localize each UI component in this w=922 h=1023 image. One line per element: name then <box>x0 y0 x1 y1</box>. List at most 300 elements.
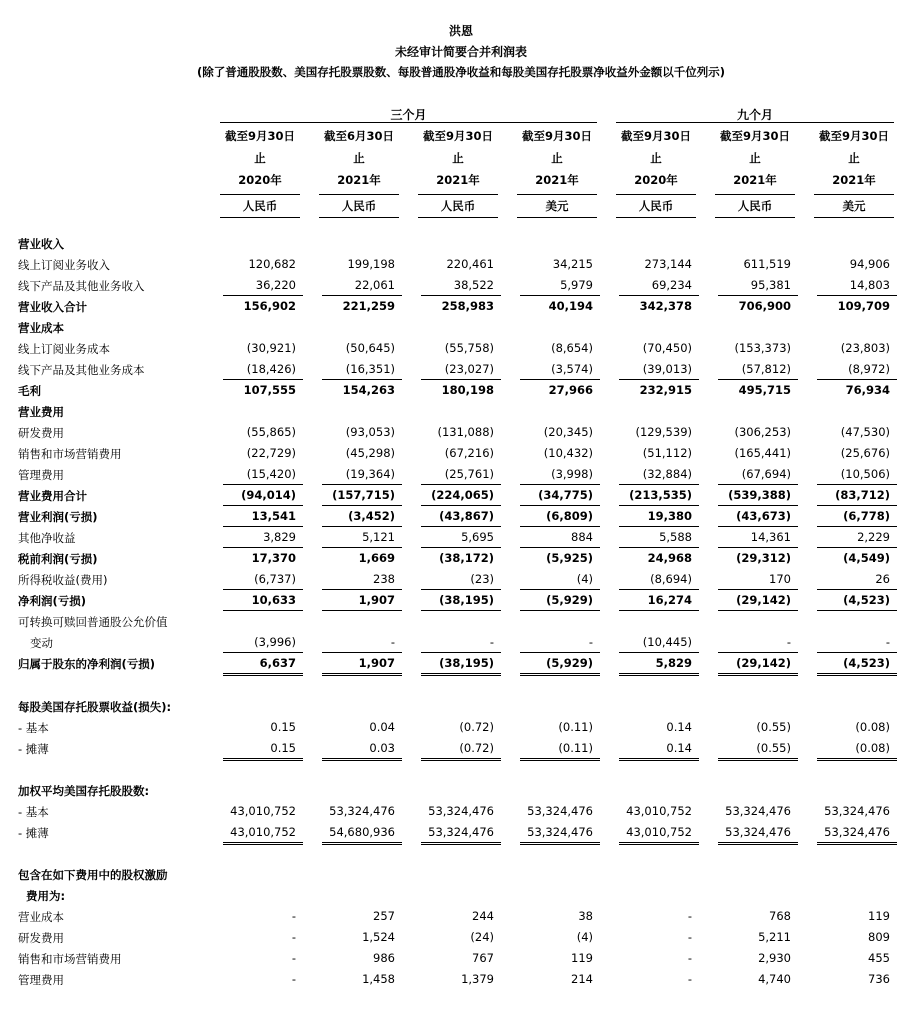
row-label: 每股美国存托股票收益(损失): <box>18 700 172 714</box>
double-rule <box>421 758 501 761</box>
table-cell: (45,298) <box>345 446 395 460</box>
table-cell: - <box>291 909 296 923</box>
row-label: 营业利润(亏损) <box>18 510 98 524</box>
column-header-l3: 2021年 <box>715 172 795 195</box>
column-header <box>814 128 894 218</box>
single-rule <box>421 589 501 590</box>
single-rule <box>322 652 402 653</box>
table-cell: 38 <box>578 909 593 923</box>
row-label: 营业成本 <box>18 910 64 924</box>
table-cell: - <box>291 930 296 944</box>
table-cell: (129,539) <box>635 425 692 439</box>
table-cell: 53,324,476 <box>824 825 890 839</box>
table-cell: 53,324,476 <box>428 825 494 839</box>
table-cell: - <box>291 951 296 965</box>
row-label: 所得税收益(费用) <box>18 573 108 587</box>
table-cell: 69,234 <box>651 278 692 292</box>
table-cell: 342,378 <box>639 299 692 313</box>
single-rule <box>817 379 897 380</box>
column-header-l4: 美元 <box>814 195 894 218</box>
column-header-l3: 2021年 <box>517 172 597 195</box>
single-rule <box>718 589 798 590</box>
table-cell: 5,979 <box>560 278 593 292</box>
table-cell: 53,324,476 <box>725 825 791 839</box>
table-cell: (157,715) <box>332 488 395 502</box>
table-cell: 1,458 <box>362 972 395 986</box>
table-cell: 120,682 <box>248 257 296 271</box>
table-cell: 0.14 <box>666 741 692 755</box>
row-label: 营业收入 <box>18 237 64 251</box>
single-rule <box>817 652 897 653</box>
row-label: 其他净收益 <box>18 531 76 545</box>
table-cell: (51,112) <box>642 446 692 460</box>
table-cell: 5,211 <box>758 930 791 944</box>
table-cell: (10,432) <box>543 446 593 460</box>
single-rule <box>520 547 600 548</box>
table-cell: 221,259 <box>342 299 395 313</box>
table-cell: (47,530) <box>840 425 890 439</box>
single-rule <box>421 526 501 527</box>
table-cell: 495,715 <box>738 383 791 397</box>
double-rule <box>817 758 897 761</box>
single-rule <box>223 589 303 590</box>
table-cell: 809 <box>868 930 890 944</box>
table-cell: (4) <box>576 572 593 586</box>
table-cell: (4) <box>576 930 593 944</box>
table-cell: - <box>390 635 395 649</box>
table-cell: 0.15 <box>270 741 296 755</box>
single-rule <box>817 589 897 590</box>
single-rule <box>817 526 897 527</box>
column-header-l1: 截至9月30日 <box>719 129 790 143</box>
row-label: - 摊薄 <box>18 826 49 840</box>
table-cell: (0.11) <box>558 720 593 734</box>
table-cell: (22,729) <box>246 446 296 460</box>
column-header-l2: 止 <box>452 151 464 165</box>
row-label: 营业费用合计 <box>18 489 87 503</box>
double-rule <box>817 673 897 676</box>
single-rule <box>421 652 501 653</box>
table-cell: 238 <box>373 572 395 586</box>
single-rule <box>817 484 897 485</box>
table-cell: 14,361 <box>750 530 791 544</box>
group-header: 九个月 <box>736 108 773 122</box>
column-header-l2: 止 <box>254 151 266 165</box>
single-rule <box>322 295 402 296</box>
double-rule <box>322 673 402 676</box>
column-header-l1: 截至6月30日 <box>323 129 394 143</box>
single-rule <box>223 379 303 380</box>
single-rule <box>817 547 897 548</box>
double-rule <box>817 842 897 845</box>
single-rule <box>817 295 897 296</box>
table-cell: - <box>291 972 296 986</box>
table-cell: 170 <box>769 572 791 586</box>
table-cell: (50,645) <box>345 341 395 355</box>
column-header <box>418 128 498 218</box>
table-cell: (38,172) <box>439 551 494 565</box>
table-cell: (0.08) <box>855 720 890 734</box>
table-cell: (8,972) <box>848 362 890 376</box>
double-rule <box>223 673 303 676</box>
table-cell: (30,921) <box>246 341 296 355</box>
table-cell: (24) <box>470 930 494 944</box>
table-cell: 1,524 <box>362 930 395 944</box>
table-cell: 43,010,752 <box>626 804 692 818</box>
column-header-l4: 人民币 <box>418 195 498 218</box>
table-cell: 26 <box>875 572 890 586</box>
single-rule <box>421 547 501 548</box>
row-label: - 摊薄 <box>18 742 49 756</box>
table-cell: 244 <box>472 909 494 923</box>
table-cell: 34,215 <box>552 257 593 271</box>
row-label: 变动 <box>30 636 53 650</box>
table-cell: (213,535) <box>629 488 692 502</box>
double-rule <box>520 842 600 845</box>
row-label: 管理费用 <box>18 973 64 987</box>
table-cell: (93,053) <box>345 425 395 439</box>
table-cell: (43,673) <box>736 509 791 523</box>
group-header-underline <box>220 122 597 123</box>
column-header-l4: 人民币 <box>616 195 696 218</box>
table-cell: 736 <box>868 972 890 986</box>
table-cell: (23,803) <box>840 341 890 355</box>
table-cell: (5,929) <box>546 593 593 607</box>
column-header <box>220 128 300 218</box>
table-cell: 76,934 <box>845 383 890 397</box>
single-rule <box>421 295 501 296</box>
table-cell: (6,778) <box>843 509 890 523</box>
column-header-l2: 止 <box>551 151 563 165</box>
row-label: 线上订阅业务成本 <box>18 342 110 356</box>
table-cell: 767 <box>472 951 494 965</box>
table-cell: (5,929) <box>546 656 593 670</box>
row-label: 营业成本 <box>18 321 64 335</box>
row-label: - 基本 <box>18 805 49 819</box>
table-cell: 53,324,476 <box>527 804 593 818</box>
single-rule <box>223 295 303 296</box>
table-cell: (29,142) <box>736 656 791 670</box>
table-cell: 119 <box>571 951 593 965</box>
table-cell: (0.55) <box>756 720 791 734</box>
row-label: 归属于股东的净利润(亏损) <box>18 657 156 671</box>
single-rule <box>322 484 402 485</box>
table-cell: (57,812) <box>741 362 791 376</box>
single-rule <box>223 484 303 485</box>
single-rule <box>520 484 600 485</box>
column-header-l4: 人民币 <box>220 195 300 218</box>
row-label: 毛利 <box>18 384 41 398</box>
table-cell: (16,351) <box>345 362 395 376</box>
single-rule <box>520 505 600 506</box>
column-header-l2: 止 <box>848 151 860 165</box>
table-cell: 36,220 <box>255 278 296 292</box>
table-cell: 1,379 <box>461 972 494 986</box>
column-header-l3: 2021年 <box>814 172 894 195</box>
single-rule <box>817 610 897 611</box>
table-cell: (55,865) <box>246 425 296 439</box>
table-cell: 258,983 <box>441 299 494 313</box>
table-cell: (25,676) <box>840 446 890 460</box>
table-cell: 884 <box>571 530 593 544</box>
group-header: 三个月 <box>390 108 427 122</box>
row-label: 包含在如下费用中的股权激励 <box>18 868 168 882</box>
single-rule <box>520 610 600 611</box>
table-cell: (34,775) <box>538 488 593 502</box>
column-header <box>616 128 696 218</box>
table-cell: 768 <box>769 909 791 923</box>
table-cell: 16,274 <box>647 593 692 607</box>
table-cell: 154,263 <box>342 383 395 397</box>
table-cell: 53,324,476 <box>527 825 593 839</box>
row-label: 销售和市场营销费用 <box>18 447 122 461</box>
row-label: 可转换可赎回普通股公允价值 <box>18 615 168 629</box>
statement-subtitle: (除了普通股股数、美国存托股票股数、每股普通股净收益和每股美国存托股票净收益外金额以千位列示) <box>196 65 725 79</box>
table-cell: - <box>687 951 692 965</box>
column-header-l3: 2021年 <box>319 172 399 195</box>
table-cell: 14,803 <box>849 278 890 292</box>
table-cell: (0.11) <box>558 741 593 755</box>
row-label: 线下产品及其他业务成本 <box>18 363 145 377</box>
table-cell: - <box>687 930 692 944</box>
table-cell: (29,142) <box>736 593 791 607</box>
table-cell: 5,588 <box>659 530 692 544</box>
row-label: 税前利润(亏损) <box>18 552 98 566</box>
single-rule <box>718 610 798 611</box>
single-rule <box>421 379 501 380</box>
single-rule <box>718 505 798 506</box>
company-name: 洪恩 <box>448 24 473 38</box>
double-rule <box>619 758 699 761</box>
table-cell: 38,522 <box>453 278 494 292</box>
table-cell: - <box>687 972 692 986</box>
table-cell: (0.08) <box>855 741 890 755</box>
single-rule <box>322 526 402 527</box>
single-rule <box>619 589 699 590</box>
single-rule <box>520 295 600 296</box>
single-rule <box>718 526 798 527</box>
table-cell: (6,737) <box>254 572 296 586</box>
table-cell: (18,426) <box>246 362 296 376</box>
table-cell: 0.03 <box>369 741 395 755</box>
single-rule <box>322 505 402 506</box>
row-label: 线上订阅业务收入 <box>18 258 110 272</box>
table-cell: 706,900 <box>738 299 791 313</box>
double-rule <box>718 842 798 845</box>
table-cell: (10,506) <box>840 467 890 481</box>
table-cell: 455 <box>868 951 890 965</box>
single-rule <box>322 547 402 548</box>
single-rule <box>619 547 699 548</box>
single-rule <box>223 526 303 527</box>
double-rule <box>619 673 699 676</box>
table-cell: 53,324,476 <box>725 804 791 818</box>
column-header <box>517 128 597 218</box>
table-cell: (67,694) <box>741 467 791 481</box>
table-cell: (4,549) <box>843 551 890 565</box>
table-cell: 232,915 <box>639 383 692 397</box>
table-cell: (19,364) <box>345 467 395 481</box>
table-cell: 22,061 <box>354 278 395 292</box>
table-cell: - <box>588 635 593 649</box>
table-cell: (165,441) <box>734 446 791 460</box>
table-cell: (10,445) <box>642 635 692 649</box>
table-cell: 43,010,752 <box>230 825 296 839</box>
table-cell: 53,324,476 <box>824 804 890 818</box>
double-rule <box>520 758 600 761</box>
table-cell: 220,461 <box>446 257 494 271</box>
table-cell: (38,195) <box>439 656 494 670</box>
single-rule <box>223 652 303 653</box>
single-rule <box>619 484 699 485</box>
table-cell: (29,312) <box>736 551 791 565</box>
single-rule <box>520 589 600 590</box>
table-cell: 17,370 <box>251 551 296 565</box>
single-rule <box>421 505 501 506</box>
double-rule <box>718 673 798 676</box>
table-cell: 273,144 <box>644 257 692 271</box>
table-cell: 13,541 <box>251 509 296 523</box>
table-cell: (83,712) <box>835 488 890 502</box>
table-cell: (6,809) <box>546 509 593 523</box>
single-rule <box>520 652 600 653</box>
single-rule <box>520 379 600 380</box>
single-rule <box>322 379 402 380</box>
double-rule <box>421 842 501 845</box>
double-rule <box>322 758 402 761</box>
row-label: 研发费用 <box>18 426 64 440</box>
table-cell: (153,373) <box>734 341 791 355</box>
table-cell: - <box>687 909 692 923</box>
single-rule <box>718 484 798 485</box>
table-cell: 214 <box>571 972 593 986</box>
table-cell: 107,555 <box>243 383 296 397</box>
single-rule <box>223 547 303 548</box>
single-rule <box>619 295 699 296</box>
table-cell: 1,669 <box>358 551 395 565</box>
table-cell: 6,637 <box>259 656 296 670</box>
column-header-l4: 人民币 <box>319 195 399 218</box>
table-cell: 43,010,752 <box>626 825 692 839</box>
table-cell: 19,380 <box>647 509 692 523</box>
table-cell: - <box>489 635 494 649</box>
table-cell: (3,998) <box>551 467 593 481</box>
single-rule <box>322 589 402 590</box>
column-header-l3: 2021年 <box>418 172 498 195</box>
table-cell: 257 <box>373 909 395 923</box>
column-header <box>319 128 399 218</box>
column-header <box>715 128 795 218</box>
single-rule <box>718 379 798 380</box>
column-header-l4: 美元 <box>517 195 597 218</box>
column-header-l1: 截至9月30日 <box>224 129 295 143</box>
table-cell: (20,345) <box>543 425 593 439</box>
column-header-l2: 止 <box>749 151 761 165</box>
table-cell: 986 <box>373 951 395 965</box>
table-cell: (3,452) <box>348 509 395 523</box>
table-cell: 0.04 <box>369 720 395 734</box>
table-cell: (3,996) <box>254 635 296 649</box>
table-cell: (0.72) <box>459 720 494 734</box>
table-cell: 94,906 <box>849 257 890 271</box>
table-cell: (4,523) <box>843 656 890 670</box>
table-cell: (5,925) <box>546 551 593 565</box>
column-header-l3: 2020年 <box>616 172 696 195</box>
table-cell: 109,709 <box>837 299 890 313</box>
table-cell: (43,867) <box>439 509 494 523</box>
table-cell: - <box>786 635 791 649</box>
table-cell: 53,324,476 <box>428 804 494 818</box>
double-rule <box>520 673 600 676</box>
single-rule <box>718 547 798 548</box>
single-rule <box>619 505 699 506</box>
table-cell: (32,884) <box>642 467 692 481</box>
table-cell: 4,740 <box>758 972 791 986</box>
table-cell: 43,010,752 <box>230 804 296 818</box>
single-rule <box>421 484 501 485</box>
double-rule <box>619 842 699 845</box>
table-cell: (70,450) <box>642 341 692 355</box>
table-cell: 40,194 <box>548 299 593 313</box>
row-label: 费用为: <box>26 889 66 903</box>
table-cell: (8,654) <box>551 341 593 355</box>
double-rule <box>223 758 303 761</box>
single-rule <box>520 526 600 527</box>
table-cell: (3,574) <box>551 362 593 376</box>
table-cell: (0.72) <box>459 741 494 755</box>
column-header-l2: 止 <box>650 151 662 165</box>
table-cell: 611,519 <box>743 257 791 271</box>
double-rule <box>223 842 303 845</box>
row-label: 销售和市场营销费用 <box>18 952 122 966</box>
column-header-l1: 截至9月30日 <box>620 129 691 143</box>
row-label: - 基本 <box>18 721 49 735</box>
table-cell: 54,680,936 <box>329 825 395 839</box>
table-cell: (25,761) <box>444 467 494 481</box>
table-cell: 5,695 <box>461 530 494 544</box>
single-rule <box>619 379 699 380</box>
group-header-underline <box>616 122 894 123</box>
double-rule <box>718 758 798 761</box>
row-label: 研发费用 <box>18 931 64 945</box>
table-cell: 3,829 <box>263 530 296 544</box>
table-cell: 27,966 <box>548 383 593 397</box>
table-cell: (4,523) <box>843 593 890 607</box>
table-cell: (8,694) <box>650 572 692 586</box>
single-rule <box>223 505 303 506</box>
statement-title: 未经审计简要合并利润表 <box>394 45 527 59</box>
single-rule <box>619 610 699 611</box>
table-cell: 10,633 <box>251 593 296 607</box>
table-cell: 5,829 <box>655 656 692 670</box>
column-header-l2: 止 <box>353 151 365 165</box>
row-label: 管理费用 <box>18 468 64 482</box>
column-header-l1: 截至9月30日 <box>521 129 592 143</box>
table-cell: 119 <box>868 909 890 923</box>
table-cell: 2,930 <box>758 951 791 965</box>
single-rule <box>421 610 501 611</box>
single-rule <box>619 526 699 527</box>
table-cell: (306,253) <box>734 425 791 439</box>
row-label: 营业费用 <box>18 405 64 419</box>
row-label: 线下产品及其他业务收入 <box>18 279 145 293</box>
table-cell: 180,198 <box>441 383 494 397</box>
column-header-l1: 截至9月30日 <box>422 129 493 143</box>
double-rule <box>421 673 501 676</box>
column-header-l1: 截至9月30日 <box>818 129 889 143</box>
single-rule <box>718 295 798 296</box>
table-cell: 1,907 <box>358 593 395 607</box>
